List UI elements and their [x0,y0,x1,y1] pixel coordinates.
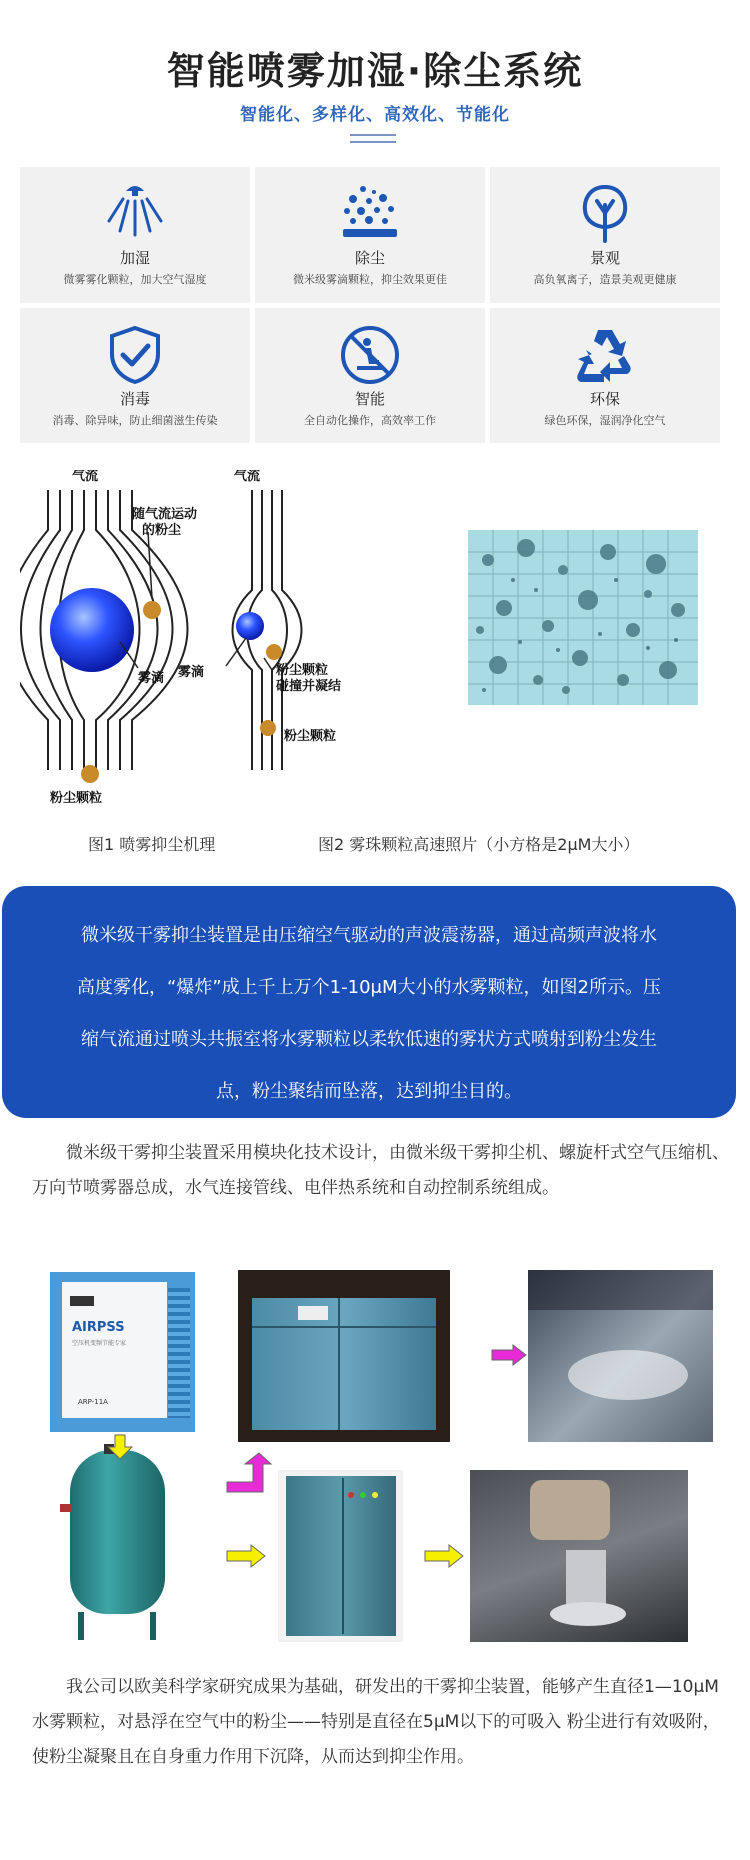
arrow-down-icon [106,1433,134,1461]
machine-model: ARP-11A [78,1398,108,1406]
feature-desc: 消毒、除异味，防止细菌滋生传染 [52,413,218,427]
collide-label: 粉尘颗粒 [276,663,329,678]
dust-follow-label: 随气流运动 [132,507,198,522]
dust-label: 粉尘颗粒 [50,791,103,806]
figure1-caption: 图1 喷雾抑尘机理 [88,835,216,854]
feature-card-landscape [490,167,720,303]
feature-card-smart [255,308,485,444]
control-box-photo [278,1470,403,1642]
machine-brand: AIRPSS [72,1320,125,1335]
dust-particles-icon [339,183,401,245]
dust-follow-label: 的粉尘 [142,523,182,538]
droplet-photo [468,530,698,705]
page-title: 智能喷雾加湿·除尘系统 [166,49,584,93]
arrow-right-icon [424,1544,464,1568]
mechanism-diagram [20,470,380,810]
feature-label: 智能 [354,389,385,408]
intro-paragraph: 微米级干雾抑尘装置采用模块化技术设计，由微米级干雾抑尘机、螺旋杆式空气压缩机、万向节喷雾器总成，水气连接管线、电伴热系统和自动控制系统组成。 [32,1143,729,1198]
company-paragraph: 我公司以欧美科学家研究成果为基础，研发出的干雾抑尘装置，能够产生直径1—10μM水雾颗粒，对悬浮在空气中的粉尘——特别是直径在5μM以下的可吸入 粉尘进行有效吸附，使粉尘凝聚且在自身重力作用下沉降，从而达到抑尘作用。 [32,1677,720,1767]
arrow-right-icon [491,1344,527,1366]
spray-photo [528,1270,713,1442]
feature-desc: 全自动化操作，高效率工作 [304,413,436,427]
arrow-right-icon [226,1544,266,1568]
arrow-up-right-icon [225,1452,273,1494]
description-line: 点，粉尘聚结而坠落，达到抑尘目的。 [216,1081,522,1102]
description-line: 缩气流通过喷头共振室将水雾颗粒以柔软低速的雾状方式喷射到粉尘发生 [81,1029,657,1050]
feature-label: 除尘 [354,249,385,267]
droplet-label: 雾滴 [178,665,205,680]
feature-label: 加湿 [119,249,150,267]
feature-card-dust [255,167,485,303]
airflow-label: 气流 [72,470,99,484]
feature-grid [20,167,720,443]
description-line: 高度雾化，“爆炸”成上千上万个1-10μM大小的水雾颗粒，如图2所示。压 [77,977,661,998]
spray-icon [104,183,166,245]
description-box [2,886,736,1118]
feature-card-eco [490,308,720,444]
shield-check-icon [104,324,166,386]
divider [350,141,396,143]
automation-icon [339,324,401,386]
tank-photo [60,1444,175,1644]
feature-label: 环保 [589,389,620,408]
collide-label: 碰撞并凝结 [276,679,342,694]
feature-desc: 微雾雾化颗粒，加大空气湿度 [63,273,207,286]
feature-label: 消毒 [119,389,150,408]
feature-label: 景观 [589,249,620,267]
recycle-icon [574,324,636,386]
feature-desc: 高负氧离子，造景美观更健康 [533,273,677,286]
cabinet-photo [238,1270,450,1442]
droplet-label: 雾滴 [138,671,165,686]
description-line: 微米级干雾抑尘装置是由压缩空气驱动的声波震荡器，通过高频声波将水 [81,925,657,946]
nozzle-photo [470,1470,688,1642]
feature-desc: 微米级雾滴颗粒，抑尘效果更佳 [293,273,447,286]
compressor-photo [50,1272,195,1432]
feature-card-humidify [20,167,250,303]
feature-card-disinfect [20,308,250,444]
tree-icon [574,183,636,245]
airflow-label: 气流 [234,470,261,484]
figure2-caption: 图2 雾珠颗粒高速照片（小方格是2μM大小） [318,835,640,854]
divider [350,134,396,136]
machine-brand-sub: 空压机变频节能专家 [72,1340,127,1347]
feature-desc: 绿色环保，湿润净化空气 [544,413,666,427]
dust-label: 粉尘颗粒 [284,729,337,744]
page-subtitle: 智能化、多样化、高效化、节能化 [240,105,510,125]
